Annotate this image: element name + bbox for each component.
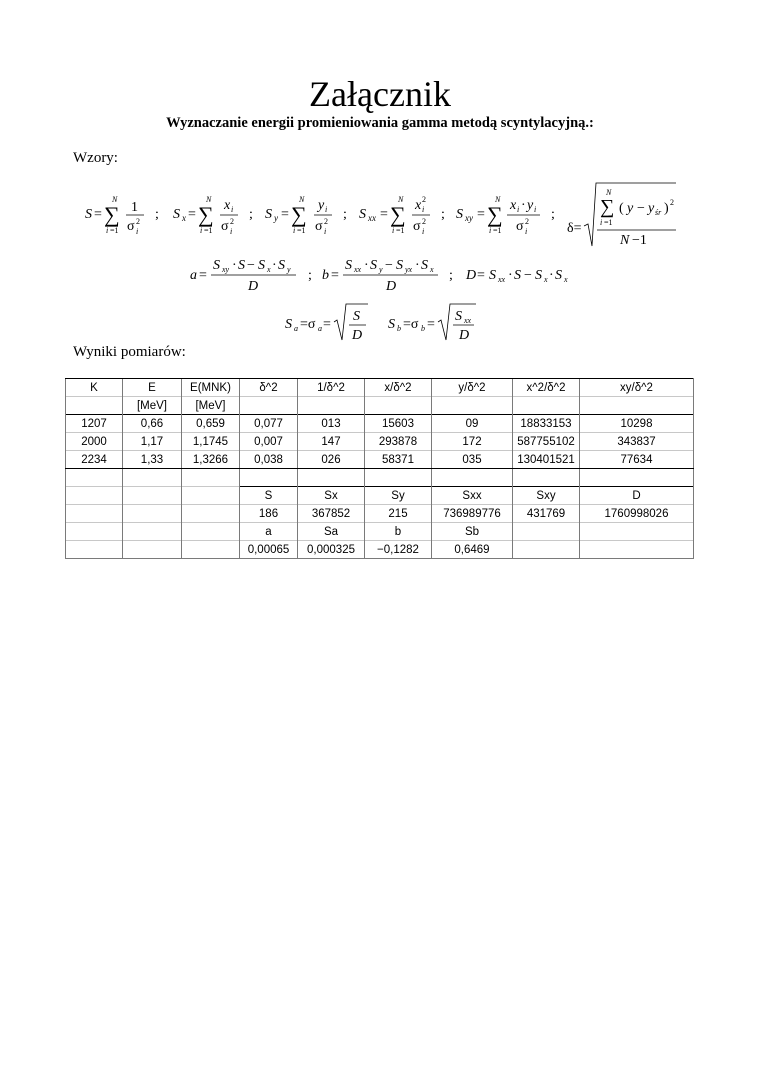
table-cell: 013: [298, 415, 365, 433]
svg-text:1: 1: [131, 200, 138, 215]
svg-text:−: −: [524, 268, 532, 283]
svg-text:xx: xx: [464, 316, 472, 325]
table-cell: 1,17: [123, 433, 182, 451]
table-cell: 147: [298, 433, 365, 451]
svg-text:−1: −1: [632, 233, 647, 248]
table-unit-cell: [513, 397, 580, 415]
svg-text:S: S: [173, 207, 180, 222]
coef-header-cell: a: [240, 523, 298, 541]
svg-text:S: S: [456, 207, 463, 222]
svg-text:i: i: [534, 205, 537, 214]
svg-text:N: N: [606, 188, 612, 197]
svg-text:∑: ∑: [104, 202, 120, 227]
table-header-cell: E: [123, 379, 182, 397]
svg-text:x: x: [544, 275, 548, 284]
svg-text:b: b: [421, 324, 425, 333]
svg-text:a: a: [294, 324, 298, 333]
table-cell: 1,33: [123, 451, 182, 469]
table-sums-values-row: [66, 505, 694, 523]
svg-text:=: =: [323, 317, 331, 332]
svg-text:δ=: δ=: [567, 221, 582, 236]
svg-text:N: N: [620, 233, 630, 248]
svg-text:∑: ∑: [487, 202, 503, 227]
table-row: [66, 433, 694, 451]
svg-text:a: a: [190, 268, 197, 283]
svg-text:x: x: [415, 198, 422, 213]
svg-text:σ: σ: [315, 219, 323, 234]
svg-text:xx: xx: [498, 275, 506, 284]
svg-text:y: y: [627, 201, 634, 216]
svg-text:i: i: [136, 227, 139, 236]
svg-text:;: ;: [449, 268, 453, 283]
formula-Sxy: [456, 195, 555, 236]
svg-text:xy: xy: [465, 213, 473, 223]
svg-text:=: =: [281, 207, 289, 222]
svg-text:i: i: [392, 226, 395, 235]
svg-text:x: x: [564, 275, 568, 284]
svg-text:S: S: [285, 317, 292, 332]
sum-header-cell: S: [240, 487, 298, 505]
svg-text:=σ: =σ: [300, 317, 316, 332]
svg-text:śr: śr: [655, 208, 662, 217]
svg-text:N: N: [398, 195, 404, 204]
sum-header-cell: Sxy: [513, 487, 580, 505]
table-row: [66, 451, 694, 469]
formula-b: [322, 258, 453, 294]
table-cell: 0,038: [240, 451, 298, 469]
table-units-row: [66, 397, 694, 415]
svg-text:y: y: [274, 213, 278, 223]
table-unit-cell: [298, 397, 365, 415]
svg-text:=: =: [380, 207, 388, 222]
svg-text:−: −: [637, 201, 645, 216]
table-unit-cell: [MeV]: [182, 397, 240, 415]
svg-text:x: x: [430, 265, 434, 274]
sum-header-cell: D: [580, 487, 694, 505]
svg-text:S: S: [396, 258, 403, 273]
svg-text:b: b: [322, 268, 329, 283]
svg-text:N: N: [299, 195, 305, 204]
sum-value-cell: 736989776: [432, 505, 513, 523]
coef-value-cell: 0,00065: [240, 541, 298, 559]
svg-text:·: ·: [549, 268, 554, 283]
svg-text:∑: ∑: [198, 202, 214, 227]
results-table: [65, 378, 694, 559]
svg-text:S: S: [353, 309, 360, 324]
svg-text:·: ·: [521, 198, 526, 213]
svg-text:(: (: [619, 201, 624, 216]
svg-text:i: i: [489, 226, 492, 235]
table-row: [66, 415, 694, 433]
svg-text:=1: =1: [297, 226, 306, 235]
table-header-cell: δ^2: [240, 379, 298, 397]
sum-value-cell: 186: [240, 505, 298, 523]
svg-text:yx: yx: [405, 265, 413, 274]
table-cell: 10298: [580, 415, 694, 433]
formulas-label: Wzory:: [73, 150, 118, 166]
svg-text:σ: σ: [127, 219, 135, 234]
svg-text:y: y: [287, 265, 291, 274]
table-header-cell: x/δ^2: [365, 379, 432, 397]
formulas-block: [0, 0, 760, 345]
table-header-row: [66, 379, 694, 397]
table-unit-cell: [MeV]: [123, 397, 182, 415]
svg-text:): ): [664, 201, 669, 216]
coef-value-cell: 0,6469: [432, 541, 513, 559]
table-unit-cell: [580, 397, 694, 415]
results-label: Wyniki pomiarów:: [73, 344, 186, 360]
table-cell: 1207: [66, 415, 123, 433]
table-header-cell: E(MNK): [182, 379, 240, 397]
svg-text:xx: xx: [368, 213, 376, 223]
svg-text:∑: ∑: [600, 196, 615, 218]
svg-text:y: y: [648, 201, 655, 216]
svg-text:2: 2: [525, 217, 529, 226]
svg-text:σ: σ: [221, 219, 229, 234]
formula-S: [85, 195, 159, 236]
coef-header-cell: Sa: [298, 523, 365, 541]
svg-text:S: S: [258, 258, 265, 273]
svg-text:N: N: [112, 195, 118, 204]
svg-text:2: 2: [324, 217, 328, 226]
table-coef-header-row: [66, 523, 694, 541]
formula-Sa: [285, 304, 368, 343]
table-header-cell: x^2/δ^2: [513, 379, 580, 397]
svg-text:;: ;: [249, 207, 253, 222]
svg-text:σ: σ: [516, 219, 524, 234]
coef-value-cell: −0,1282: [365, 541, 432, 559]
svg-text:S: S: [535, 268, 542, 283]
table-header-cell: K: [66, 379, 123, 397]
svg-text:=: =: [427, 317, 435, 332]
table-cell: 0,66: [123, 415, 182, 433]
sum-value-cell: 1760998026: [580, 505, 694, 523]
svg-text:a: a: [318, 324, 322, 333]
sum-header-cell: Sx: [298, 487, 365, 505]
svg-text:i: i: [230, 227, 233, 236]
svg-text:∑: ∑: [291, 202, 307, 227]
svg-text:;: ;: [308, 268, 312, 283]
svg-text:S: S: [455, 309, 462, 324]
table-cell: 15603: [365, 415, 432, 433]
svg-text:i: i: [324, 227, 327, 236]
table-cell: 0,659: [182, 415, 240, 433]
table-header-cell: y/δ^2: [432, 379, 513, 397]
svg-text:S: S: [555, 268, 562, 283]
table-cell: 035: [432, 451, 513, 469]
svg-text:i: i: [106, 226, 109, 235]
svg-text:xx: xx: [354, 265, 362, 274]
table-cell: 2234: [66, 451, 123, 469]
svg-text:=1: =1: [110, 226, 119, 235]
svg-text:S: S: [370, 258, 377, 273]
svg-text:2: 2: [422, 217, 426, 226]
svg-text:i: i: [422, 227, 425, 236]
table-cell: 026: [298, 451, 365, 469]
sum-value-cell: 215: [365, 505, 432, 523]
svg-text:·: ·: [415, 258, 420, 273]
svg-text:S: S: [85, 207, 92, 222]
table-cell: 130401521: [513, 451, 580, 469]
sum-value-cell: 431769: [513, 505, 580, 523]
table-header-cell: 1/δ^2: [298, 379, 365, 397]
table-sums-header-row: [66, 487, 694, 505]
svg-text:i: i: [231, 205, 234, 214]
svg-text:=1: =1: [396, 226, 405, 235]
svg-text:D: D: [459, 328, 470, 343]
table-cell: 09: [432, 415, 513, 433]
svg-text:=: =: [94, 207, 102, 222]
svg-text:=: =: [199, 268, 207, 283]
sum-header-cell: Sxx: [432, 487, 513, 505]
page-title: Załącznik: [309, 74, 451, 114]
svg-text:N: N: [495, 195, 501, 204]
table-header-cell: xy/δ^2: [580, 379, 694, 397]
svg-text:i: i: [525, 227, 528, 236]
formula-delta: [567, 183, 676, 248]
svg-text:x: x: [224, 198, 231, 213]
svg-text:σ: σ: [413, 219, 421, 234]
formula-D: [465, 268, 568, 284]
table-cell: 1,1745: [182, 433, 240, 451]
svg-text:S: S: [359, 207, 366, 222]
table-cell: 58371: [365, 451, 432, 469]
svg-text:N: N: [206, 195, 212, 204]
svg-text:=σ: =σ: [403, 317, 419, 332]
svg-text:i: i: [293, 226, 296, 235]
svg-text:·: ·: [364, 258, 369, 273]
svg-text:∑: ∑: [390, 202, 406, 227]
svg-text:y: y: [527, 198, 534, 213]
formula-Sx: [173, 195, 253, 236]
table-cell: 0,077: [240, 415, 298, 433]
svg-text:i: i: [422, 205, 425, 214]
svg-text:2: 2: [422, 195, 426, 204]
svg-text:S: S: [345, 258, 352, 273]
svg-text:i: i: [325, 205, 328, 214]
svg-text:S: S: [421, 258, 428, 273]
formula-Sy: [265, 195, 347, 236]
coef-value-cell: 0,000325: [298, 541, 365, 559]
svg-text:D: D: [466, 268, 477, 283]
table-cell: 2000: [66, 433, 123, 451]
svg-text:x: x: [510, 198, 517, 213]
table-unit-cell: [240, 397, 298, 415]
svg-text:2: 2: [670, 198, 674, 207]
svg-text:=1: =1: [604, 218, 613, 227]
table-cell: 1,3266: [182, 451, 240, 469]
svg-text:D: D: [386, 279, 397, 294]
svg-text:y: y: [318, 198, 325, 213]
sum-value-cell: 367852: [298, 505, 365, 523]
svg-text:=: =: [331, 268, 339, 283]
svg-text:;: ;: [551, 207, 555, 222]
svg-text:S: S: [514, 268, 521, 283]
svg-text:i: i: [600, 218, 603, 227]
formula-Sb: [388, 304, 476, 343]
svg-text:·: ·: [508, 268, 513, 283]
svg-text:i: i: [200, 226, 203, 235]
table-unit-cell: [66, 397, 123, 415]
coef-header-cell: Sb: [432, 523, 513, 541]
svg-text:D: D: [352, 328, 363, 343]
svg-text:=: =: [188, 207, 196, 222]
table-empty-row: [66, 469, 694, 487]
svg-text:2: 2: [230, 217, 234, 226]
coef-header-cell: b: [365, 523, 432, 541]
sum-header-cell: Sy: [365, 487, 432, 505]
table-unit-cell: [365, 397, 432, 415]
svg-text:S: S: [489, 268, 496, 283]
table-cell: 293878: [365, 433, 432, 451]
svg-text:2: 2: [136, 217, 140, 226]
svg-text:b: b: [397, 324, 401, 333]
formula-a: [190, 258, 312, 294]
table-cell: 587755102: [513, 433, 580, 451]
svg-text:x: x: [182, 213, 186, 223]
svg-text:=1: =1: [493, 226, 502, 235]
svg-text:=1: =1: [204, 226, 213, 235]
svg-text:y: y: [379, 265, 383, 274]
formula-Sxx: [359, 195, 445, 236]
svg-text:i: i: [517, 205, 520, 214]
svg-text:x: x: [267, 265, 271, 274]
svg-text:;: ;: [155, 207, 159, 222]
table-cell: 343837: [580, 433, 694, 451]
svg-text:;: ;: [441, 207, 445, 222]
table-unit-cell: [432, 397, 513, 415]
svg-text:·: ·: [232, 258, 237, 273]
table-coef-values-row: [66, 541, 694, 559]
table-cell: 172: [432, 433, 513, 451]
table-cell: 18833153: [513, 415, 580, 433]
table-cell: 77634: [580, 451, 694, 469]
svg-text:xy: xy: [222, 265, 230, 274]
table-cell: 0,007: [240, 433, 298, 451]
svg-text:=: =: [477, 207, 485, 222]
svg-text:·: ·: [272, 258, 277, 273]
page-subtitle: Wyznaczanie energii promieniowania gamma metodą scyntylacyjną.:: [166, 115, 594, 131]
svg-text:S: S: [388, 317, 395, 332]
svg-text:=: =: [477, 268, 485, 283]
svg-text:S: S: [213, 258, 220, 273]
svg-text:D: D: [248, 279, 259, 294]
svg-text:S: S: [265, 207, 272, 222]
svg-text:;: ;: [343, 207, 347, 222]
svg-text:S: S: [238, 258, 245, 273]
svg-text:−: −: [247, 258, 255, 273]
svg-text:S: S: [278, 258, 285, 273]
svg-text:−: −: [385, 258, 393, 273]
